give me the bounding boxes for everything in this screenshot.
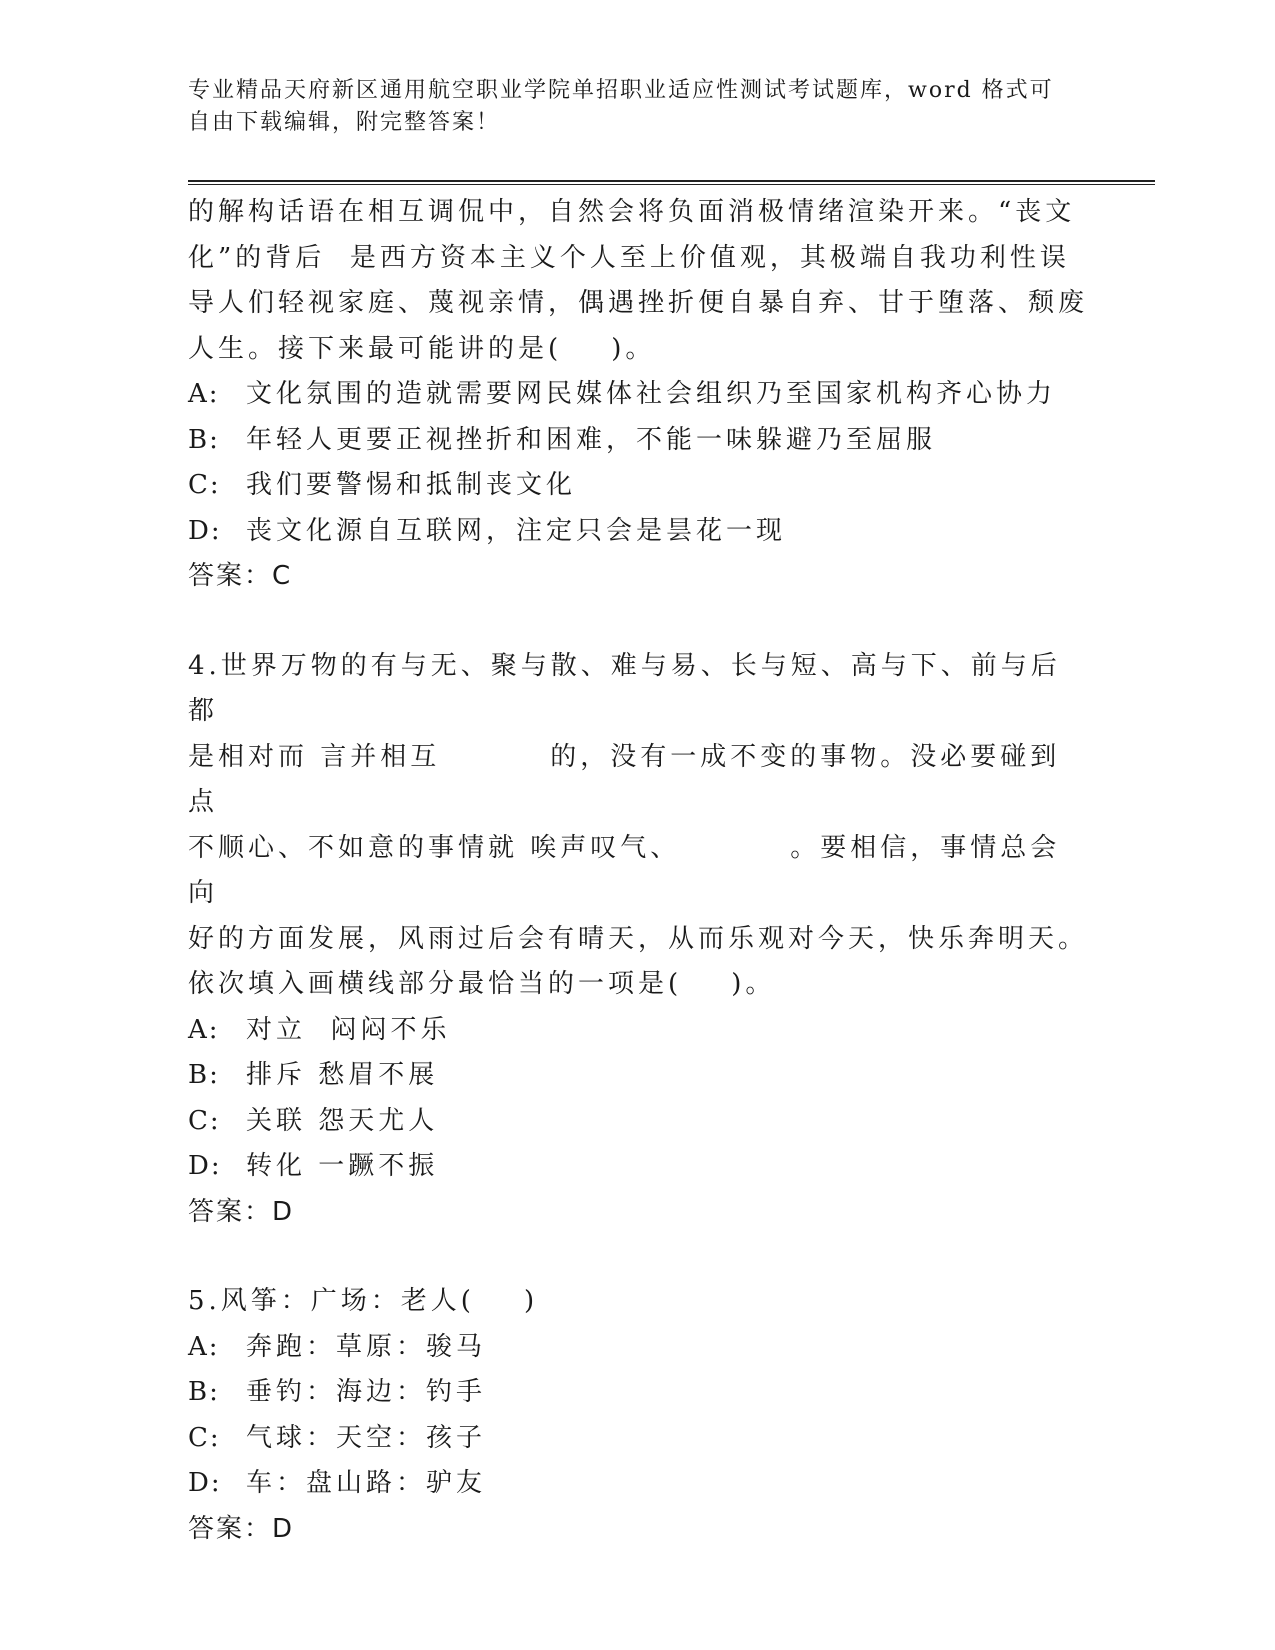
option-letter: C:	[188, 1105, 221, 1136]
option-letter: C:	[188, 470, 221, 500]
question-4-option-d	[188, 1144, 1088, 1190]
option-text: 气球：天空：孩子	[246, 1422, 487, 1453]
question-3-answer: 答案：C	[188, 561, 293, 591]
question-5-option-d	[188, 1461, 1088, 1507]
header-rule-thick	[188, 180, 1155, 182]
question-3	[188, 190, 1088, 600]
option-letter: B:	[188, 424, 220, 455]
header-line-2: 自由下载编辑，附完整答案！	[188, 110, 501, 135]
question-4-stem-line	[188, 826, 1088, 917]
option-text: 排斥 愁眉不展	[246, 1060, 439, 1090]
question-4-option-b	[188, 1053, 1088, 1099]
question-4	[188, 644, 1088, 1236]
option-text: 奔跑：草原：骏马	[246, 1331, 487, 1362]
question-5-option-c	[188, 1416, 1088, 1462]
question-5-answer: 答案：D	[188, 1513, 295, 1544]
question-5-option-a	[188, 1325, 1088, 1371]
spacer	[188, 600, 1088, 644]
option-letter: D:	[188, 515, 222, 546]
option-text: 转化 一蹶不振	[246, 1151, 439, 1181]
question-3-option-b	[188, 418, 1088, 464]
option-text: 关联 怨天尤人	[246, 1105, 439, 1136]
stem-fragment: 是相对而 言并相互	[188, 741, 441, 772]
stem-fragment: 不顺心、不如意的事情就 唉声叹气、	[188, 832, 681, 863]
stem-fragment: 的，没有一成不变的事物。没必要碰到点	[188, 741, 1061, 817]
option-letter: A:	[188, 379, 220, 409]
question-4-option-c	[188, 1099, 1088, 1145]
spacer	[188, 1235, 1088, 1279]
document-header	[188, 75, 1068, 139]
question-4-stem-line: 4.世界万物的有与无、聚与散、难与易、长与短、高与下、前与后都	[188, 650, 1061, 726]
option-letter: C:	[188, 1422, 221, 1453]
option-letter: A:	[188, 1331, 220, 1362]
question-3-option-c	[188, 463, 1088, 509]
option-text: 年轻人更要正视挫折和困难，不能一味躲避乃至屈服	[246, 424, 937, 455]
question-4-answer: 答案：D	[188, 1196, 295, 1227]
option-text: 车：盘山路：驴友	[246, 1468, 487, 1498]
question-3-stem-line: 的解构话语在相互调侃中，自然会将负面消极情绪渲染开来。“丧文	[188, 197, 1076, 227]
document-body	[188, 190, 1088, 1552]
option-text: 对立 闷闷不乐	[246, 1014, 451, 1045]
header-line-1: 专业精品天府新区通用航空职业学院单招职业适应性测试考试题库，word 格式可	[188, 78, 1054, 103]
option-text: 文化氛围的造就需要网民媒体社会组织乃至国家机构齐心协力	[246, 379, 1057, 409]
option-letter: B:	[188, 1060, 220, 1090]
option-letter: D:	[188, 1468, 222, 1498]
header-rule-thin	[188, 184, 1155, 185]
question-4-stem-line: 好的方面发展，风雨过后会有晴天，从而乐观对今天，快乐奔明天。	[188, 923, 1089, 954]
option-letter: D:	[188, 1151, 222, 1181]
question-4-option-a	[188, 1008, 1088, 1054]
question-3-option-a	[188, 372, 1088, 418]
question-5-option-b	[188, 1370, 1088, 1416]
option-text: 垂钓：海边：钓手	[246, 1377, 487, 1407]
question-3-option-d	[188, 509, 1088, 555]
option-letter: B:	[188, 1377, 220, 1407]
question-3-stem-line: 化”的背后 是西方资本主义个人至上价值观，其极端自我功利性误	[188, 242, 1070, 273]
option-letter: A:	[188, 1014, 220, 1045]
question-5-stem: 5.风筝：广场：老人( )	[188, 1286, 539, 1316]
question-3-stem-line: 导人们轻视家庭、蔑视亲情，偶遇挫折便自暴自弃、甘于堕落、颓废	[188, 288, 1089, 318]
option-text: 丧文化源自互联网，注定只会是昙花一现	[246, 515, 787, 546]
question-4-stem-line	[188, 735, 1088, 826]
stem-fragment: 。要相信，事情总会向	[188, 832, 1061, 908]
option-text: 我们要警惕和抵制丧文化	[246, 470, 577, 500]
question-3-stem-line: 人生。接下来最可能讲的是( )。	[188, 333, 656, 364]
question-5	[188, 1279, 1088, 1552]
question-4-stem-line: 依次填入画横线部分最恰当的一项是( )。	[188, 969, 776, 999]
